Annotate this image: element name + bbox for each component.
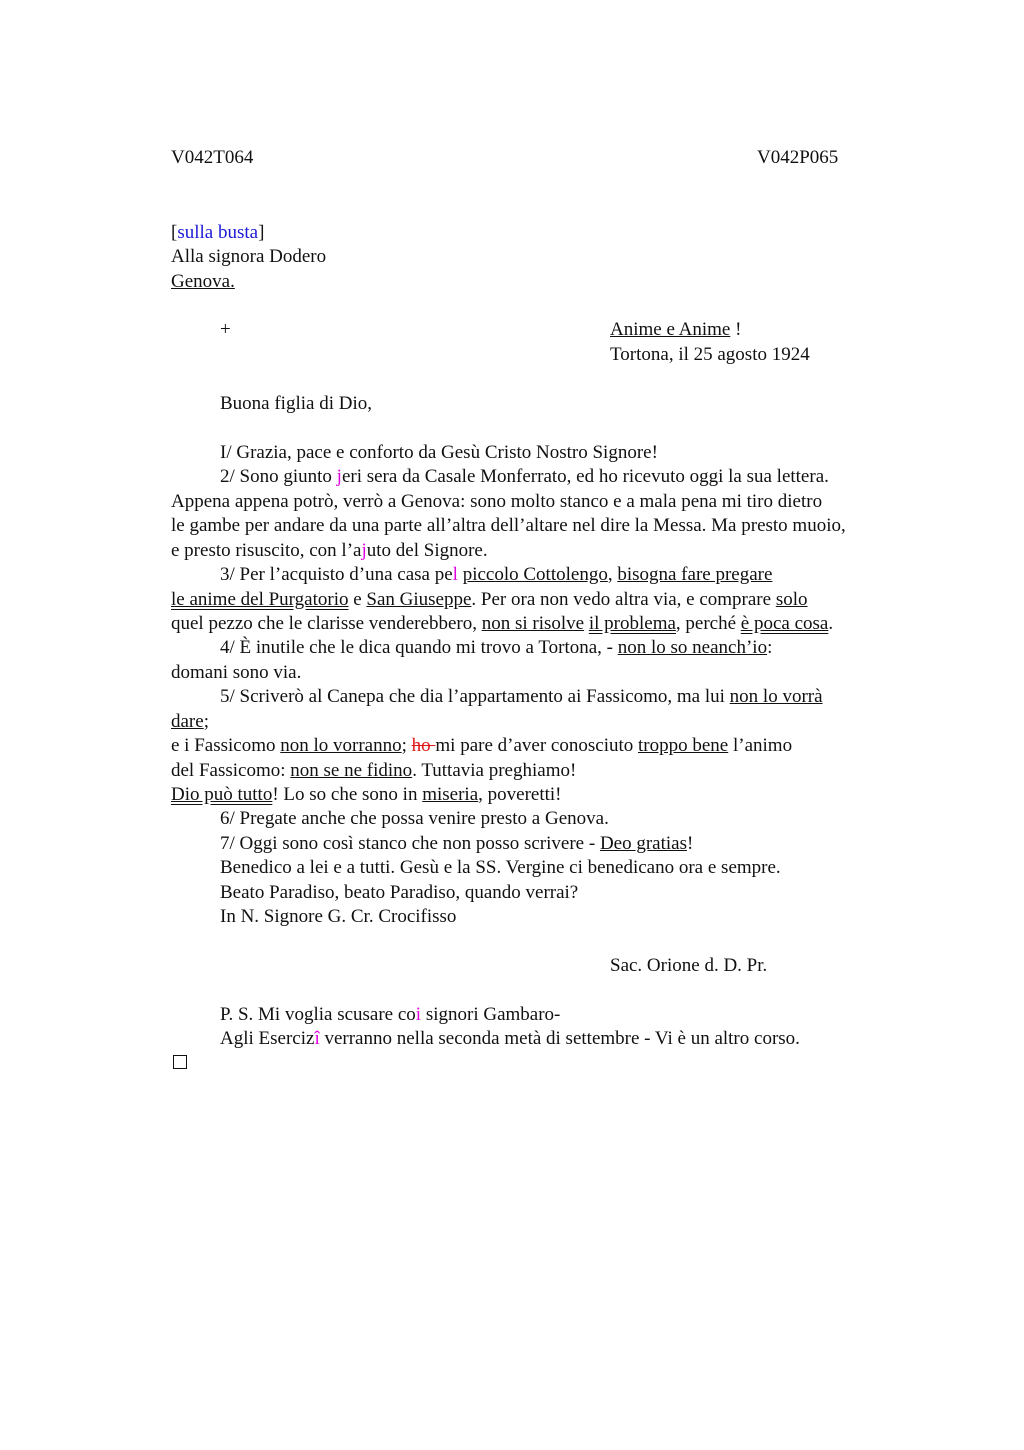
correction-mark: i — [415, 1004, 422, 1025]
envelope-note: [sulla busta] — [171, 222, 265, 243]
paragraph-5-line-3: e i Fassicomo non lo vorranno; ho mi pare d’aver conosciuto troppo bene l’animo — [171, 735, 793, 756]
deleted-text: ho — [411, 735, 436, 756]
correction-mark: î — [314, 1028, 320, 1049]
salutation: Buona figlia di Dio, — [220, 393, 372, 414]
paragraph-2-line-1: 2/ Sono giunto jeri sera da Casale Monferrato, ed ho ricevuto oggi la sua lettera. — [220, 466, 829, 487]
paragraph-2-line-3: le gambe per andare da una parte all’altra dell’altare nel dire la Messa. Ma presto muoio, — [171, 515, 846, 536]
paragraph-1: I/ Grazia, pace e conforto da Gesù Cristo Nostro Signore! — [220, 442, 658, 463]
paragraph-4-line-1: 4/ È inutile che le dica quando mi trovo a Tortona, - non lo so neanch’io: — [220, 637, 773, 658]
postscript-line-1: P. S. Mi voglia scusare coi signori Gambaro- — [220, 1004, 561, 1025]
paragraph-5-line-5: Dio può tutto! Lo so che sono in miseria, poveretti! — [171, 784, 562, 805]
correction-mark: l — [452, 564, 458, 585]
postscript-line-2: Agli Esercizî verranno nella seconda metà di settembre - Vi è un altro corso. — [220, 1028, 800, 1049]
paragraph-7: 7/ Oggi sono così stanco che non posso scrivere - Deo gratias! — [220, 833, 694, 854]
paragraph-5-line-4: del Fassicomo: non se ne fidino. Tuttavia preghiamo! — [171, 760, 577, 781]
document-code-left: V042T064 — [171, 147, 254, 168]
addressee: Alla signora Dodero — [171, 246, 327, 267]
address-city: Genova. — [171, 271, 235, 292]
paragraph-3-line-1: 3/ Per l’acquisto d’una casa pel piccolo Cottolengo, bisogna fare pregare — [220, 564, 773, 585]
paragraph-2-line-2: Appena appena potrò, verrò a Genova: sono molto stanco e a mala pena mi tiro dietro — [171, 491, 823, 512]
signature: Sac. Orione d. D. Pr. — [610, 955, 768, 976]
paragraph-2-line-4: e presto risuscito, con l’ajuto del Signore. — [171, 540, 488, 561]
motto: Anime e Anime ! — [610, 319, 742, 340]
closing-line-3: In N. Signore G. Cr. Crocifisso — [220, 906, 457, 927]
editor-note: sulla busta — [177, 222, 259, 243]
closing-line-2: Beato Paradiso, beato Paradiso, quando verrai? — [220, 882, 579, 903]
paragraph-4-line-2: domani sono via. — [171, 662, 302, 683]
paragraph-3-line-3: quel pezzo che le clarisse venderebbero, non si risolve il problema, perché è poca cosa. — [171, 613, 834, 634]
document-code-right: V042P065 — [757, 147, 839, 168]
closing-line-1: Benedico a lei e a tutti. Gesù e la SS. Vergine ci benedicano ora e sempre. — [220, 857, 781, 878]
correction-mark: j — [336, 466, 342, 487]
place-date: Tortona, il 25 agosto 1924 — [610, 344, 810, 365]
correction-mark: j — [361, 540, 367, 561]
paragraph-5-line-1: 5/ Scriverò al Canepa che dia l’appartamento ai Fassicomo, ma lui non lo vorrà — [220, 686, 823, 707]
cross-symbol: + — [220, 319, 231, 340]
paragraph-6: 6/ Pregate anche che possa venire presto a Genova. — [220, 808, 609, 829]
paragraph-5-line-2: dare; — [171, 711, 209, 732]
end-marker-square-icon — [173, 1055, 187, 1069]
paragraph-3-line-2: le anime del Purgatorio e San Giuseppe. Per ora non vedo altra via, e comprare solo — [171, 589, 808, 610]
